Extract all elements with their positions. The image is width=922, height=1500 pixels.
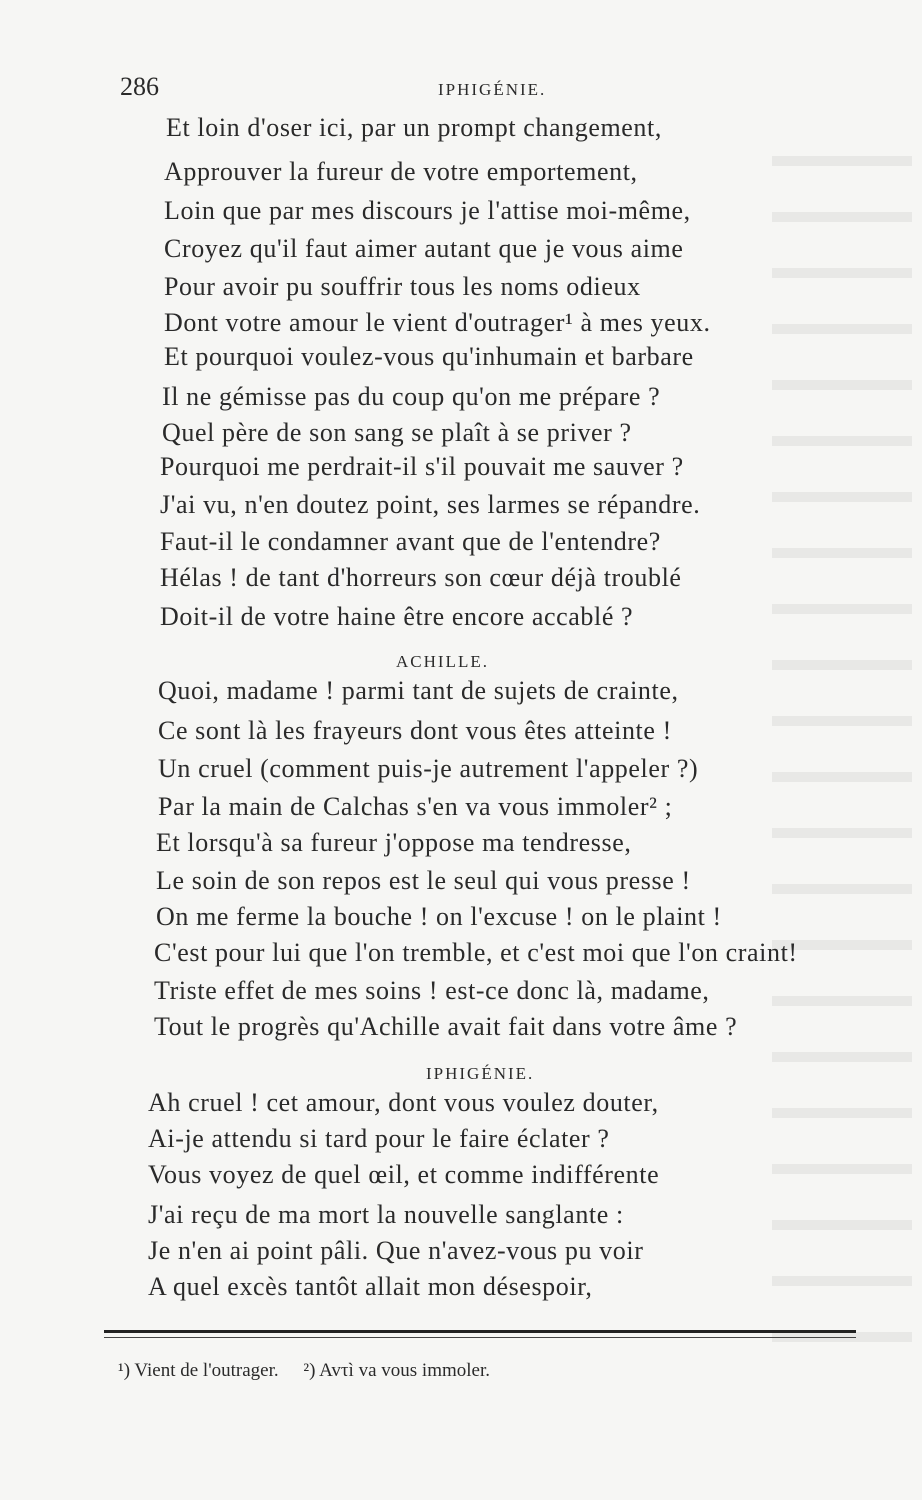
verse-line: Ce sont là les frayeurs dont vous êtes atteinte ! xyxy=(158,716,672,745)
speaker-name: ACHILLE. xyxy=(396,652,489,671)
verse-line: Tout le progrès qu'Achille avait fait dans votre âme ? xyxy=(154,1012,738,1041)
verse-line: Un cruel (comment puis-je autrement l'appeler ?) xyxy=(158,754,699,783)
verse-line: Ah cruel ! cet amour, dont vous voulez douter, xyxy=(148,1088,659,1117)
verse-line: Et pourquoi voulez-vous qu'inhumain et barbare xyxy=(164,342,694,371)
verse-line: Par la main de Calchas s'en va vous immoler² ; xyxy=(158,792,673,821)
verse-line: Quoi, madame ! parmi tant de sujets de crainte, xyxy=(158,676,679,705)
show-through-text xyxy=(772,110,922,1350)
verse-line: C'est pour lui que l'on tremble, et c'est moi que l'on craint! xyxy=(154,938,798,967)
running-title: IPHIGÉNIE. xyxy=(438,80,547,99)
verse-line: Approuver la fureur de votre emportement, xyxy=(164,157,638,186)
verse-line: Vous voyez de quel œil, et comme indifférente xyxy=(148,1160,660,1189)
verse-line: Hélas ! de tant d'horreurs son cœur déjà troublé xyxy=(160,563,682,592)
verse-line: Dont votre amour le vient d'outrager¹ à mes yeux. xyxy=(164,308,711,337)
verse-line: Doit-il de votre haine être encore accablé ? xyxy=(160,602,634,631)
speaker-name: IPHIGÉNIE. xyxy=(426,1064,535,1083)
verse-line: Quel père de son sang se plaît à se priver ? xyxy=(162,418,632,447)
page-header xyxy=(120,72,820,112)
verse-line: Je n'en ai point pâli. Que n'avez-vous pu voir xyxy=(148,1236,644,1265)
verse-line: Croyez qu'il faut aimer autant que je vous aime xyxy=(164,234,684,263)
verse-line: Loin que par mes discours je l'attise moi-même, xyxy=(164,196,691,225)
verse-line: Le soin de son repos est le seul qui vous presse ! xyxy=(156,866,691,895)
footnote-rule-thin xyxy=(104,1337,856,1338)
verse-line: Il ne gémisse pas du coup qu'on me prépare ? xyxy=(162,382,661,411)
footnote-2: ²) Avτì va vous immoler. xyxy=(303,1360,490,1381)
verse-line: J'ai vu, n'en doutez point, ses larmes se répandre. xyxy=(160,490,701,519)
footnote-1: ¹) Vient de l'outrager. xyxy=(118,1360,279,1381)
verse-line: J'ai reçu de ma mort la nouvelle sanglante : xyxy=(148,1200,624,1229)
footnotes xyxy=(118,1360,510,1382)
verse-line: Faut-il le condamner avant que de l'entendre? xyxy=(160,527,661,556)
page-number: 286 xyxy=(120,72,159,101)
verse-line: Pourquoi me perdrait-il s'il pouvait me sauver ? xyxy=(160,452,684,481)
verse-line: Ai-je attendu si tard pour le faire éclater ? xyxy=(148,1124,610,1153)
verse-line: Et lorsqu'à sa fureur j'oppose ma tendresse, xyxy=(156,828,632,857)
verse-line: Triste effet de mes soins ! est-ce donc là, madame, xyxy=(154,976,710,1005)
verse-line: Et loin d'oser ici, par un prompt changement, xyxy=(166,113,662,142)
verse-line: Pour avoir pu souffrir tous les noms odieux xyxy=(164,272,641,301)
verse-line: A quel excès tantôt allait mon désespoir, xyxy=(148,1272,593,1301)
footnote-rule xyxy=(104,1330,856,1333)
verse-line: On me ferme la bouche ! on l'excuse ! on le plaint ! xyxy=(156,902,722,931)
